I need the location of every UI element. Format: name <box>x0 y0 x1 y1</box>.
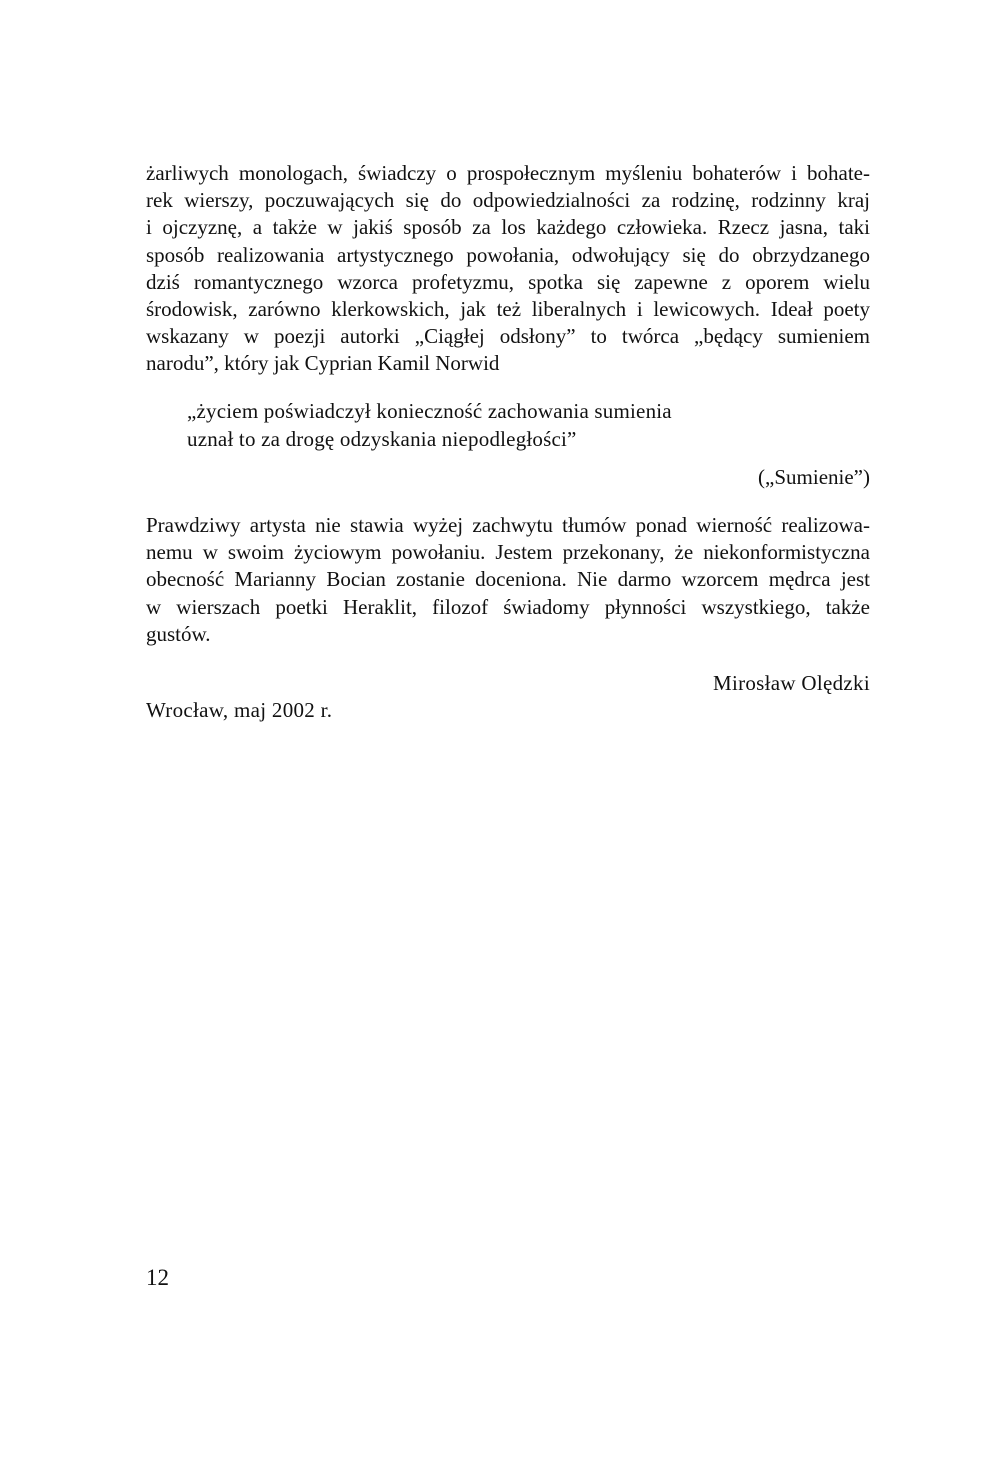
paragraph-1 <box>146 160 870 378</box>
paragraph-line: narodu”, który jak Cyprian Kamil Norwid <box>146 351 500 376</box>
paragraph-line: obecność Marianny Bocian zostanie doceniona. Nie darmo wzorcem mędrca jest <box>146 567 870 592</box>
page-number: 12 <box>146 1265 169 1290</box>
paragraph-line: Prawdziwy artysta nie stawia wyżej zachwytu tłumów ponad wierność realizowa- <box>146 513 870 537</box>
paragraph-line: i ojczyznę, a także w jakiś sposób za los każdego człowieka. Rzecz jasna, taki <box>146 215 870 240</box>
paragraph-line: nemu w swoim życiowym powołaniu. Jestem przekonany, że niekonformistyczna <box>146 540 870 565</box>
quote-line: „życiem poświadczył konieczność zachowania sumienia <box>187 399 672 423</box>
paragraph-line: żarliwych monologach, świadczy o prospołecznym myśleniu bohaterów i bohate- <box>146 161 870 185</box>
paragraph-line: wskazany w poezji autorki „Ciągłej odsłony” to twórca „będący sumieniem <box>146 324 870 349</box>
place-and-date: Wrocław, maj 2002 r. <box>146 698 333 722</box>
author-signature: Mirosław Olędzki <box>712 671 870 695</box>
paragraph-line: w wierszach poetki Heraklit, filozof świadomy płynności wszystkiego, także <box>146 594 870 619</box>
quote-source: („Sumienie”) <box>758 465 870 489</box>
quote-line: uznał to za drogę odzyskania niepodległości” <box>187 427 577 451</box>
paragraph-2 <box>146 512 870 648</box>
paragraph-line: rek wierszy, poczuwających się do odpowiedzialności za rodzinę, rodzinny kraj <box>146 188 870 213</box>
verse-quote <box>187 398 787 454</box>
paragraph-line: gustów. <box>146 621 211 646</box>
paragraph-line: dziś romantycznego wzorca profetyzmu, spotka się zapewne z oporem wielu <box>146 269 870 294</box>
paragraph-line: sposób realizowania artystycznego powołania, odwołujący się do obrzydzanego <box>146 242 870 267</box>
paragraph-line: środowisk, zarówno klerkowskich, jak też liberalnych i lewicowych. Ideał poety <box>146 296 870 321</box>
